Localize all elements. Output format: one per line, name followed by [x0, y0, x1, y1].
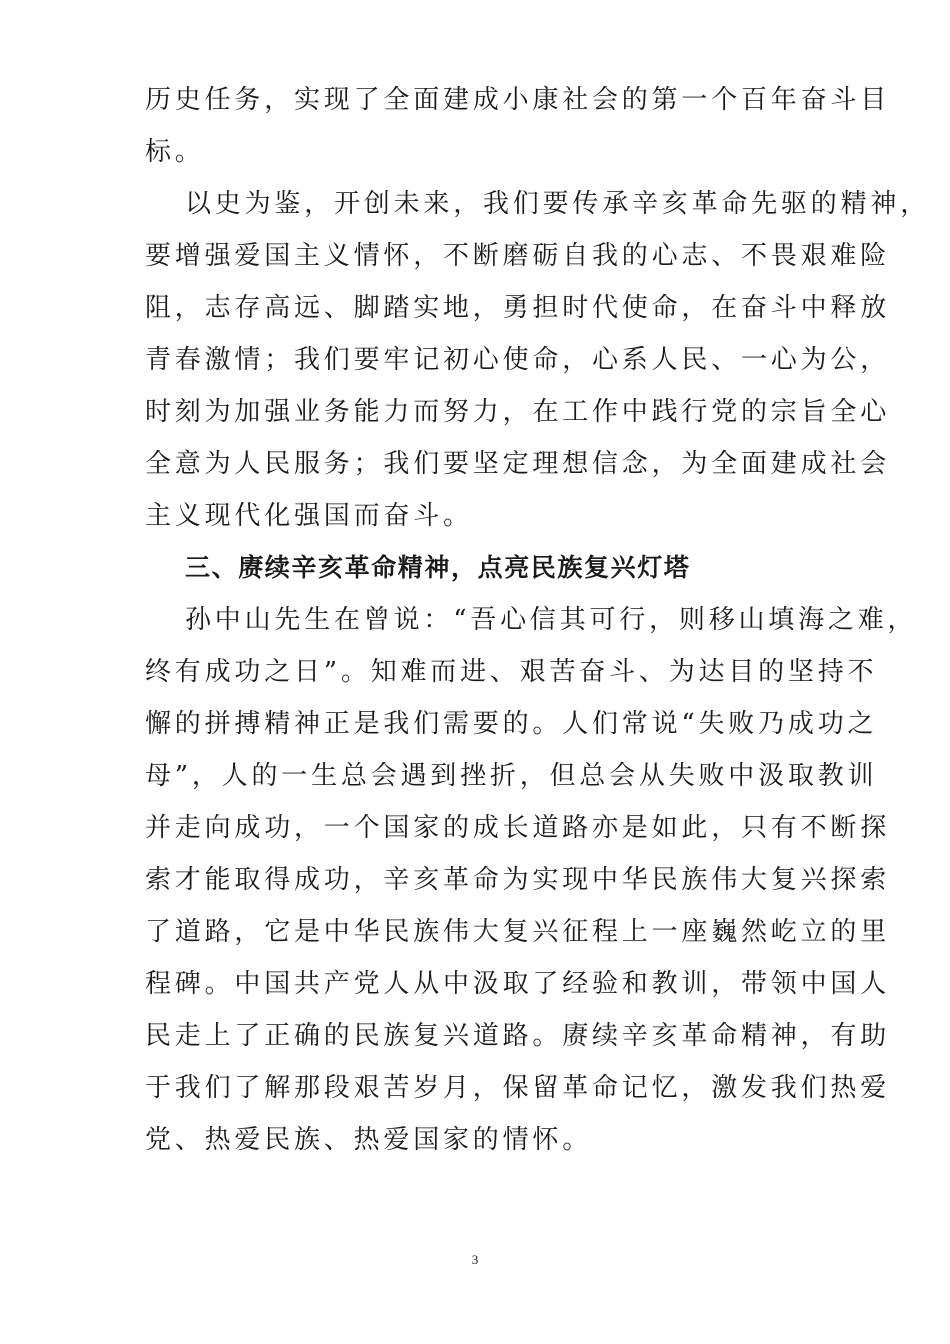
body-line: 并走向成功，一个国家的成长道路亦是如此，只有不断探 — [145, 813, 891, 843]
body-line: 民走上了正确的民族复兴道路。赓续辛亥革命精神，有助 — [145, 1021, 891, 1051]
body-line: 阻，志存高远、脚踏实地，勇担时代使命，在奋斗中释放 — [145, 293, 891, 323]
body-line: 标。 — [145, 137, 205, 167]
body-line: 母”，人的一生总会遇到挫折，但总会从失败中汲取教训 — [145, 761, 878, 791]
body-line: 青春激情；我们要牢记初心使命，心系人民、一心为公， — [145, 345, 891, 375]
document-body — [145, 74, 931, 1166]
body-line: 主义现代化强国而奋斗。 — [145, 501, 473, 531]
body-line: 全意为人民服务；我们要坚定理想信念，为全面建成社会 — [145, 449, 891, 479]
paragraph-start-line: 孙中山先生在曾说：“吾心信其可行，则移山填海之难， — [185, 605, 918, 635]
body-line: 时刻为加强业务能力而努力，在工作中践行党的宗旨全心 — [145, 397, 891, 427]
paragraph-start-line: 以史为鉴，开创未来，我们要传承辛亥革命先驱的精神， — [185, 189, 931, 219]
body-line: 党、热爱民族、热爱国家的情怀。 — [145, 1125, 593, 1155]
body-line: 了道路，它是中华民族伟大复兴征程上一座巍然屹立的里 — [145, 917, 891, 947]
page-number: 3 — [471, 1252, 479, 1267]
body-line: 终有成功之日”。知难而进、艰苦奋斗、为达目的坚持不 — [145, 657, 878, 687]
body-line: 懈的拼搏精神正是我们需要的。人们常说“失败乃成功之 — [145, 709, 878, 739]
body-line: 历史任务，实现了全面建成小康社会的第一个百年奋斗目 — [145, 85, 891, 115]
body-line: 程碑。中国共产党人从中汲取了经验和教训，带领中国人 — [145, 969, 891, 999]
section-heading: 三、赓续辛亥革命精神，点亮民族复兴灯塔 — [185, 553, 691, 582]
body-line: 于我们了解那段艰苦岁月，保留革命记忆，激发我们热爱 — [145, 1073, 891, 1103]
body-line: 索才能取得成功，辛亥革命为实现中华民族伟大复兴探索 — [145, 865, 891, 895]
body-line: 要增强爱国主义情怀，不断磨砺自我的心志、不畏艰难险 — [145, 241, 891, 271]
